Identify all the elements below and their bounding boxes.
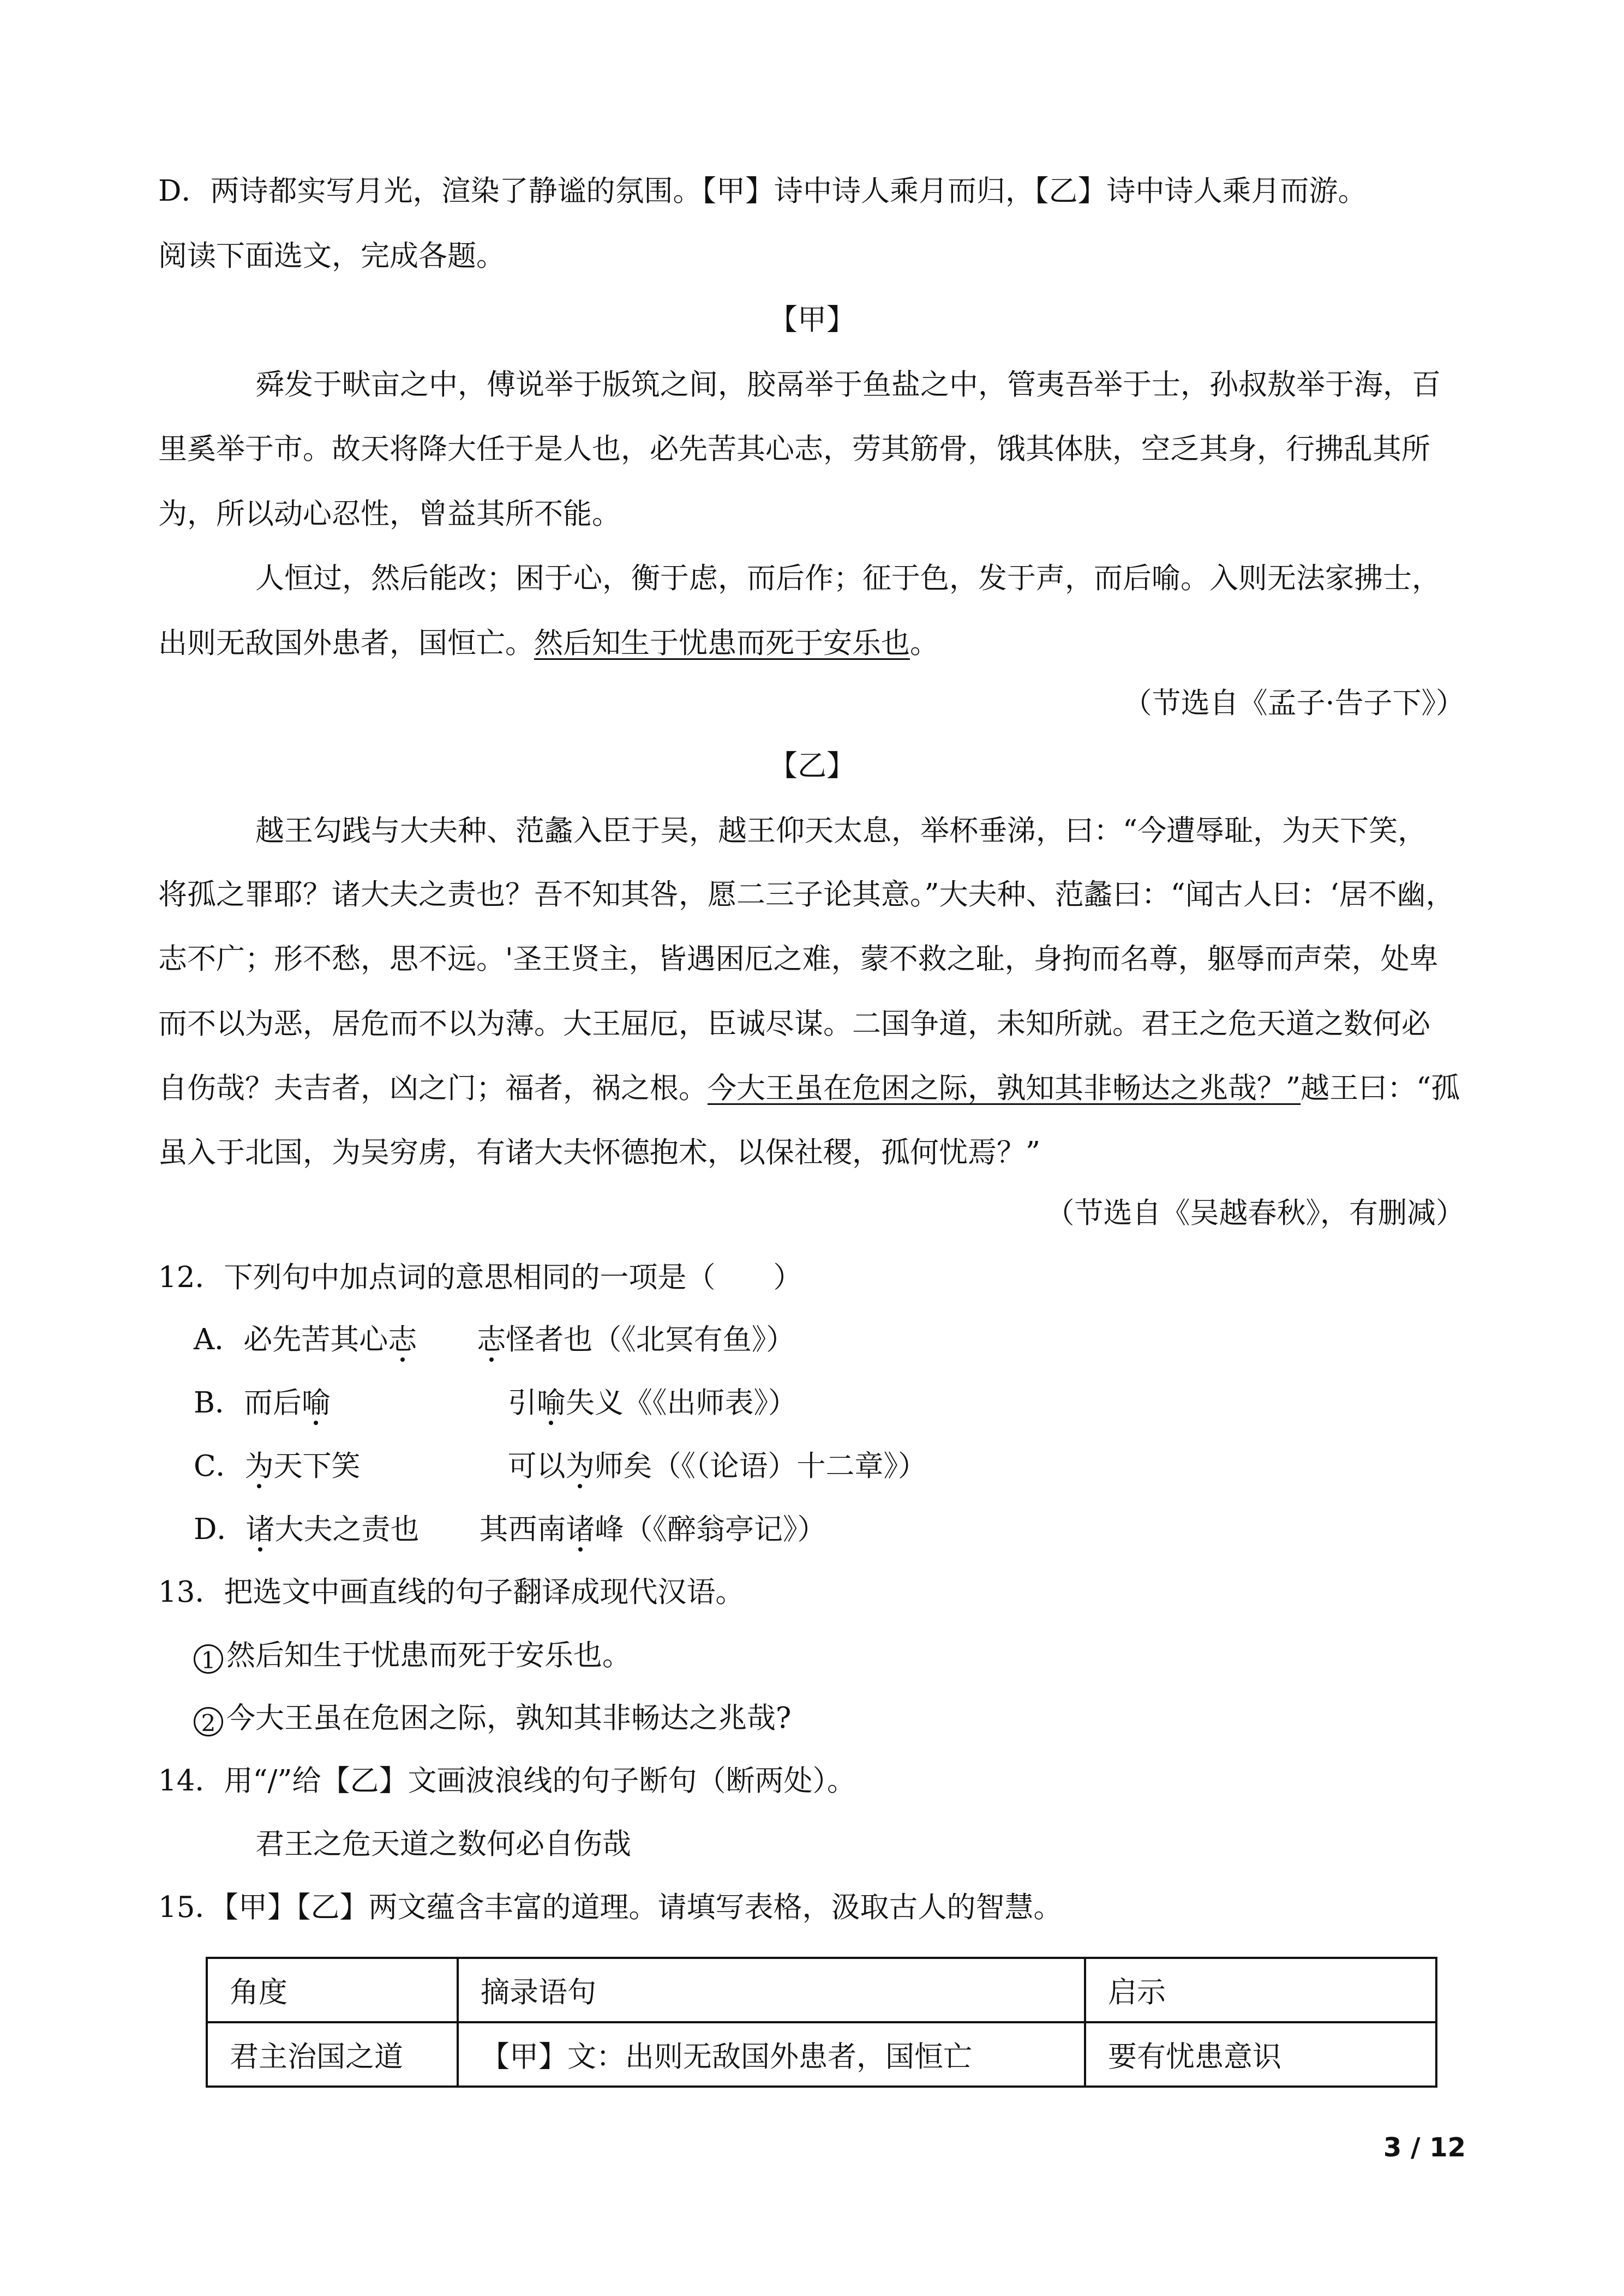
dotted-word: 喻: [536, 1386, 566, 1420]
dotted-word: 诸: [245, 1513, 275, 1546]
question-12-option-d: [194, 1515, 1503, 1544]
plain-text: 出则无敌国外患者，国恒亡。: [158, 627, 534, 660]
reference-text: 可以: [507, 1450, 566, 1483]
table-header-row: [207, 1958, 1436, 2022]
circled-number: 2: [194, 1707, 223, 1736]
passage-jia-line: [158, 629, 1467, 658]
passage-yi-line: 越王勾践与大夫种、范蠡入臣于吴，越王仰天太息，举杯垂涕，曰：“今遭辱耻，为天下笑，: [255, 814, 1427, 848]
table-row: [207, 2022, 1436, 2087]
passage-yi-line: [158, 1074, 1467, 1103]
passage-jia-line: 人恒过，然后能改；困于心，衡于虑，而后作；征于色，发于声，而后喻。入则无法家拂士，: [255, 562, 1441, 595]
question-13-stem: 13．把选文中画直线的句子翻译成现代汉语。: [158, 1576, 745, 1609]
reference-text: 失义《《出师表》）: [565, 1386, 797, 1420]
plain-text: 越王曰：“孤: [1301, 1072, 1460, 1105]
option-text: 天下笑: [273, 1450, 361, 1483]
option-label: C．: [194, 1450, 245, 1483]
passage-jia-heading: 【甲】: [769, 303, 855, 336]
passage-yi-line: 志不广；形不愁，思不远。'圣王贤主，皆遇困厄之难，蒙不救之耻，身拘而名尊，躯辱而声荣，处卑: [158, 942, 1439, 976]
dotted-word: 为: [565, 1450, 595, 1483]
plain-text: 自伤哉？夫吉者，凶之门；福者，祸之根。: [158, 1072, 708, 1105]
option-label: D．: [194, 1513, 246, 1546]
table-cell: 【甲】文：出则无敌国外患者，国恒亡: [458, 2022, 1085, 2087]
option-text: 大夫之责也: [274, 1513, 420, 1546]
question-14-stem: 14．用“/”给【乙】文画波浪线的句子断句（断两处）。: [158, 1764, 856, 1798]
reference-text: 师矣（《（论语）十二章》）: [594, 1450, 927, 1483]
dotted-word: 喻: [301, 1386, 331, 1420]
passage-yi-heading: 【乙】: [769, 749, 855, 783]
reference-text: 峰（《醉翁亭记》）: [595, 1513, 826, 1546]
passage-yi-line: 虽入于北国，为吴穷虏，有诸大夫怀德抱术，以保社稷，孤何忧焉？”: [158, 1136, 1041, 1169]
question-12-option-c: [194, 1452, 1503, 1481]
passage-jia-source: （节选自《孟子·告子下》）: [1123, 687, 1465, 720]
passage-jia-line: 为，所以动心忍性，曾益其所不能。: [158, 497, 621, 531]
dotted-word: 为: [244, 1450, 274, 1483]
passage-yi-line: 将孤之罪耶？诸大夫之责也？吾不知其咎，愿二三子论其意。”大夫种、范蠡曰：“闻古人曰：‘居不幽，: [158, 878, 1455, 911]
page-number: 3 / 12: [1383, 2132, 1466, 2163]
reading-instruction: 阅读下面选文，完成各题。: [158, 239, 505, 273]
table-header-cell: 启示: [1085, 1958, 1436, 2022]
option-text: 而后: [243, 1386, 302, 1420]
question-14-sentence: 君王之危天道之数何必自伤哉: [255, 1828, 631, 1861]
question-13-item: [194, 1704, 1503, 1736]
reference-text: 怪者也（《北冥有鱼》）: [506, 1323, 795, 1356]
question-12-stem: 12．下列句中加点词的意思相同的一项是（ ）: [158, 1261, 802, 1294]
question-12-option-a: [194, 1325, 1503, 1354]
question-12-option-b: [194, 1386, 1503, 1420]
item-text: 然后知生于忧患而死于安乐也。: [226, 1639, 631, 1672]
reference-text: 其西南: [479, 1513, 566, 1546]
table-header-cell: 摘录语句: [458, 1958, 1085, 2022]
passage-jia-line: 里奚举于市。故天将降大任于是人也，必先苦其心志，劳其筋骨，饿其体肤，空乏其身，行拂乱其所: [158, 432, 1430, 466]
table-cell: 君主治国之道: [207, 2022, 458, 2087]
circled-number: 1: [194, 1644, 223, 1674]
dotted-word: 志: [388, 1323, 417, 1356]
option-label: A．: [194, 1323, 244, 1356]
option-text: 必先苦其心: [243, 1323, 388, 1356]
table-cell: 要有忧患意识: [1085, 2022, 1436, 2087]
dotted-word: 志: [477, 1323, 506, 1356]
dotted-word: 诸: [566, 1513, 595, 1546]
passage-yi-source: （节选自《吴越春秋》，有删减）: [1045, 1197, 1465, 1230]
passage-jia-line: 舜发于畎亩之中，傅说举于版筑之间，胶鬲举于鱼盐之中，管夷吾举于士，孙叔敖举于海，百: [255, 368, 1441, 401]
underlined-sentence: 今大王虽在危困之际，孰知其非畅达之兆哉？”: [708, 1072, 1301, 1105]
table-header-cell: 角度: [207, 1958, 458, 2022]
reference-text: 引: [507, 1386, 537, 1420]
option-label: B．: [194, 1386, 244, 1420]
question-13-item: [194, 1641, 1503, 1674]
question-15-stem: 15．【甲】【乙】两文蕴含丰富的道理。请填写表格，汲取古人的智慧。: [158, 1891, 1063, 1924]
item-text: 今大王虽在危困之际，孰知其非畅达之兆哉?: [226, 1702, 792, 1735]
plain-text: 。: [910, 627, 939, 660]
wisdom-table: [206, 1957, 1437, 2088]
passage-yi-line: 而不以为恶，居危而不以为薄。大王屈厄，臣诚尽谋。二国争道，未知所就。君王之危天道之数何必: [158, 1007, 1430, 1041]
underlined-sentence: 然后知生于忧患而死于安乐也: [534, 627, 910, 660]
option-d-previous: D．两诗都实写月光，渲染了静谧的氛围。【甲】诗中诗人乘月而归，【乙】诗中诗人乘月而游。: [158, 175, 1367, 208]
